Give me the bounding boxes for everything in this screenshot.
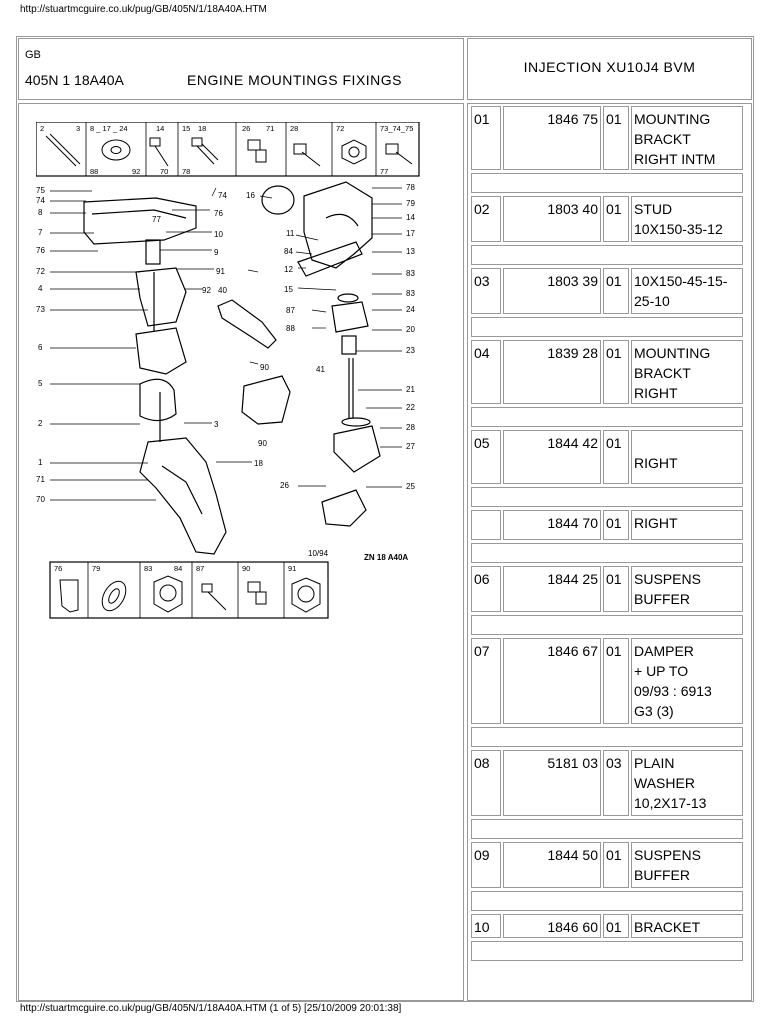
diagram-label: 77 xyxy=(380,167,389,176)
diagram-label: 26 xyxy=(242,124,251,133)
callout: 12 xyxy=(284,265,293,274)
callout: 76 xyxy=(214,209,223,218)
callout: 2 xyxy=(38,419,43,428)
part-number-cell: 1844 50 xyxy=(503,842,601,888)
part-number-cell: 5181 03 xyxy=(503,750,601,816)
diagram-label: 76 xyxy=(54,564,63,573)
diagram-label: 8 _ 17 _ 24 xyxy=(90,124,128,133)
callout-labels xyxy=(36,183,415,504)
region-label: GB xyxy=(25,49,41,61)
callout: 5 xyxy=(38,379,43,388)
part-qty-cell: 01 xyxy=(603,566,629,612)
part-ref-cell: 03 xyxy=(471,268,501,314)
callout: 88 xyxy=(286,324,295,333)
part-qty-cell: 01 xyxy=(603,196,629,242)
part-qty-cell: 01 xyxy=(603,106,629,170)
part-qty-cell: 01 xyxy=(603,268,629,314)
url-top: http://stuartmcguire.co.uk/pug/GB/405N/1/18A40A.HTM xyxy=(20,4,267,15)
callout: 9 xyxy=(214,248,219,257)
diagram-label: 3 xyxy=(76,124,81,133)
part-desc-cell: MOUNTING BRACKT RIGHT INTM xyxy=(631,106,743,170)
diagram-label: 15 xyxy=(182,124,191,133)
diagram-label: 92 xyxy=(132,167,141,176)
callout: 76 xyxy=(36,246,45,255)
row-separator xyxy=(471,407,743,427)
diagram-label: 18 xyxy=(198,124,207,133)
callout: 74 xyxy=(218,191,227,200)
header-left xyxy=(18,38,464,100)
callout: 18 xyxy=(254,459,263,468)
part-desc-cell: RIGHT xyxy=(631,510,743,540)
part-number-cell: 1803 39 xyxy=(503,268,601,314)
part-desc-cell: PLAIN WASHER 10,2X17-13 xyxy=(631,750,743,816)
part-desc-cell: 10X150-45-15- 25-10 xyxy=(631,268,743,314)
callout: 1 xyxy=(38,458,43,467)
part-ref-cell xyxy=(471,510,501,540)
callout: 25 xyxy=(406,482,415,491)
callout: 75 xyxy=(36,186,45,195)
part-ref-cell: 06 xyxy=(471,566,501,612)
callout: 40 xyxy=(218,286,227,295)
part-ref-cell: 04 xyxy=(471,340,501,404)
diagram-label: 73_74_75 xyxy=(380,124,414,133)
callout: 23 xyxy=(406,346,415,355)
callout: 26 xyxy=(280,481,289,490)
callout: 6 xyxy=(38,343,43,352)
callout: 83 xyxy=(406,289,415,298)
row-separator xyxy=(471,819,743,839)
callout: 10 xyxy=(214,230,223,239)
part-number-cell: 1844 42 xyxy=(503,430,601,484)
callout: 13 xyxy=(406,247,415,256)
bottom-box-labels xyxy=(54,564,296,573)
row-separator xyxy=(471,615,743,635)
callout: 78 xyxy=(406,183,415,192)
callout: 72 xyxy=(36,267,45,276)
callout: 11 xyxy=(286,229,295,238)
callout: 14 xyxy=(406,213,415,222)
callout: 17 xyxy=(406,229,415,238)
callout: 74 xyxy=(36,196,45,205)
callout: 73 xyxy=(36,305,45,314)
callout: 20 xyxy=(406,325,415,334)
diagram-label: 2 xyxy=(40,124,45,133)
callout: 71 xyxy=(36,475,45,484)
row-separator xyxy=(471,727,743,747)
callout: 87 xyxy=(286,306,295,315)
part-number-cell: 1803 40 xyxy=(503,196,601,242)
diagram-label: 28 xyxy=(290,124,299,133)
part-ref-cell: 02 xyxy=(471,196,501,242)
diagram-label: 72 xyxy=(336,124,345,133)
part-ref-cell: 09 xyxy=(471,842,501,888)
callout: 3 xyxy=(214,420,219,429)
row-separator xyxy=(471,891,743,911)
diagram-label: 14 xyxy=(156,124,165,133)
header-right xyxy=(467,38,752,100)
callout: 4 xyxy=(38,284,43,293)
row-separator xyxy=(471,543,743,563)
part-number-cell: 1846 60 xyxy=(503,914,601,938)
diagram-label: 79 xyxy=(92,564,101,573)
part-qty-cell: 01 xyxy=(603,914,629,938)
diagram-label: 87 xyxy=(196,564,205,573)
callout: 90 xyxy=(258,439,267,448)
diagram-label: 91 xyxy=(288,564,297,573)
callout: 41 xyxy=(316,365,325,374)
catalog-code: 405N 1 18A40A xyxy=(25,72,124,88)
callout: 83 xyxy=(406,269,415,278)
diagram-label: 78 xyxy=(182,167,191,176)
callout: 21 xyxy=(406,385,415,394)
row-separator xyxy=(471,487,743,507)
part-number-cell: 1844 25 xyxy=(503,566,601,612)
part-qty-cell: 01 xyxy=(603,510,629,540)
callout: 90 xyxy=(260,363,269,372)
diagram-label: 83 xyxy=(144,564,153,573)
callout: 24 xyxy=(406,305,415,314)
url-bottom: http://stuartmcguire.co.uk/pug/GB/405N/1/18A40A.HTM (1 of 5) [25/10/2009 20:01:38] xyxy=(20,1003,402,1014)
diagram-ref: ZN 18 A40A xyxy=(364,553,409,562)
part-number-cell: 1839 28 xyxy=(503,340,601,404)
callout: 7 xyxy=(38,228,43,237)
page-title: ENGINE MOUNTINGS FIXINGS xyxy=(187,72,403,88)
engine-subtitle: INJECTION XU10J4 BVM xyxy=(523,59,696,75)
callout: 22 xyxy=(406,403,415,412)
row-separator xyxy=(471,173,743,193)
callout: 91 xyxy=(216,267,225,276)
callout: 92 xyxy=(202,286,211,295)
diagram-label: 88 xyxy=(90,167,99,176)
part-qty-cell: 01 xyxy=(603,842,629,888)
part-desc-cell: STUD 10X150-35-12 xyxy=(631,196,743,242)
part-ref-cell: 10 xyxy=(471,914,501,938)
part-ref-cell: 05 xyxy=(471,430,501,484)
part-qty-cell: 01 xyxy=(603,430,629,484)
part-desc-cell: BRACKET xyxy=(631,914,743,938)
part-qty-cell: 01 xyxy=(603,340,629,404)
row-separator xyxy=(471,941,743,961)
diagram-label: 90 xyxy=(242,564,251,573)
callout: 84 xyxy=(284,247,293,256)
row-separator xyxy=(471,245,743,265)
callout: 8 xyxy=(38,208,43,217)
callout: 15 xyxy=(284,285,293,294)
callout: 16 xyxy=(246,191,255,200)
callout: 27 xyxy=(406,442,415,451)
part-desc-cell: SUSPENS BUFFER xyxy=(631,842,743,888)
part-number-cell: 1846 75 xyxy=(503,106,601,170)
part-desc-cell: DAMPER + UP TO 09/93 : 6913 G3 (3) xyxy=(631,638,743,724)
part-qty-cell: 01 xyxy=(603,638,629,724)
part-number-cell: 1846 67 xyxy=(503,638,601,724)
diagram-label: 71 xyxy=(266,124,275,133)
top-box-labels xyxy=(40,124,413,176)
part-desc-cell: MOUNTING BRACKT RIGHT xyxy=(631,340,743,404)
row-separator xyxy=(471,317,743,337)
part-desc-cell: SUSPENS BUFFER xyxy=(631,566,743,612)
part-number-cell: 1844 70 xyxy=(503,510,601,540)
exploded-diagram xyxy=(36,122,428,622)
part-ref-cell: 08 xyxy=(471,750,501,816)
diagram-date: 10/94 xyxy=(308,549,329,558)
diagram-label: 84 xyxy=(174,564,183,573)
part-qty-cell: 03 xyxy=(603,750,629,816)
diagram-label: 70 xyxy=(160,167,169,176)
callout: 79 xyxy=(406,199,415,208)
part-desc-cell: RIGHT xyxy=(631,430,743,484)
callout: 77 xyxy=(152,215,161,224)
callout: 70 xyxy=(36,495,45,504)
part-ref-cell: 07 xyxy=(471,638,501,724)
callout: 28 xyxy=(406,423,415,432)
part-ref-cell: 01 xyxy=(471,106,501,170)
